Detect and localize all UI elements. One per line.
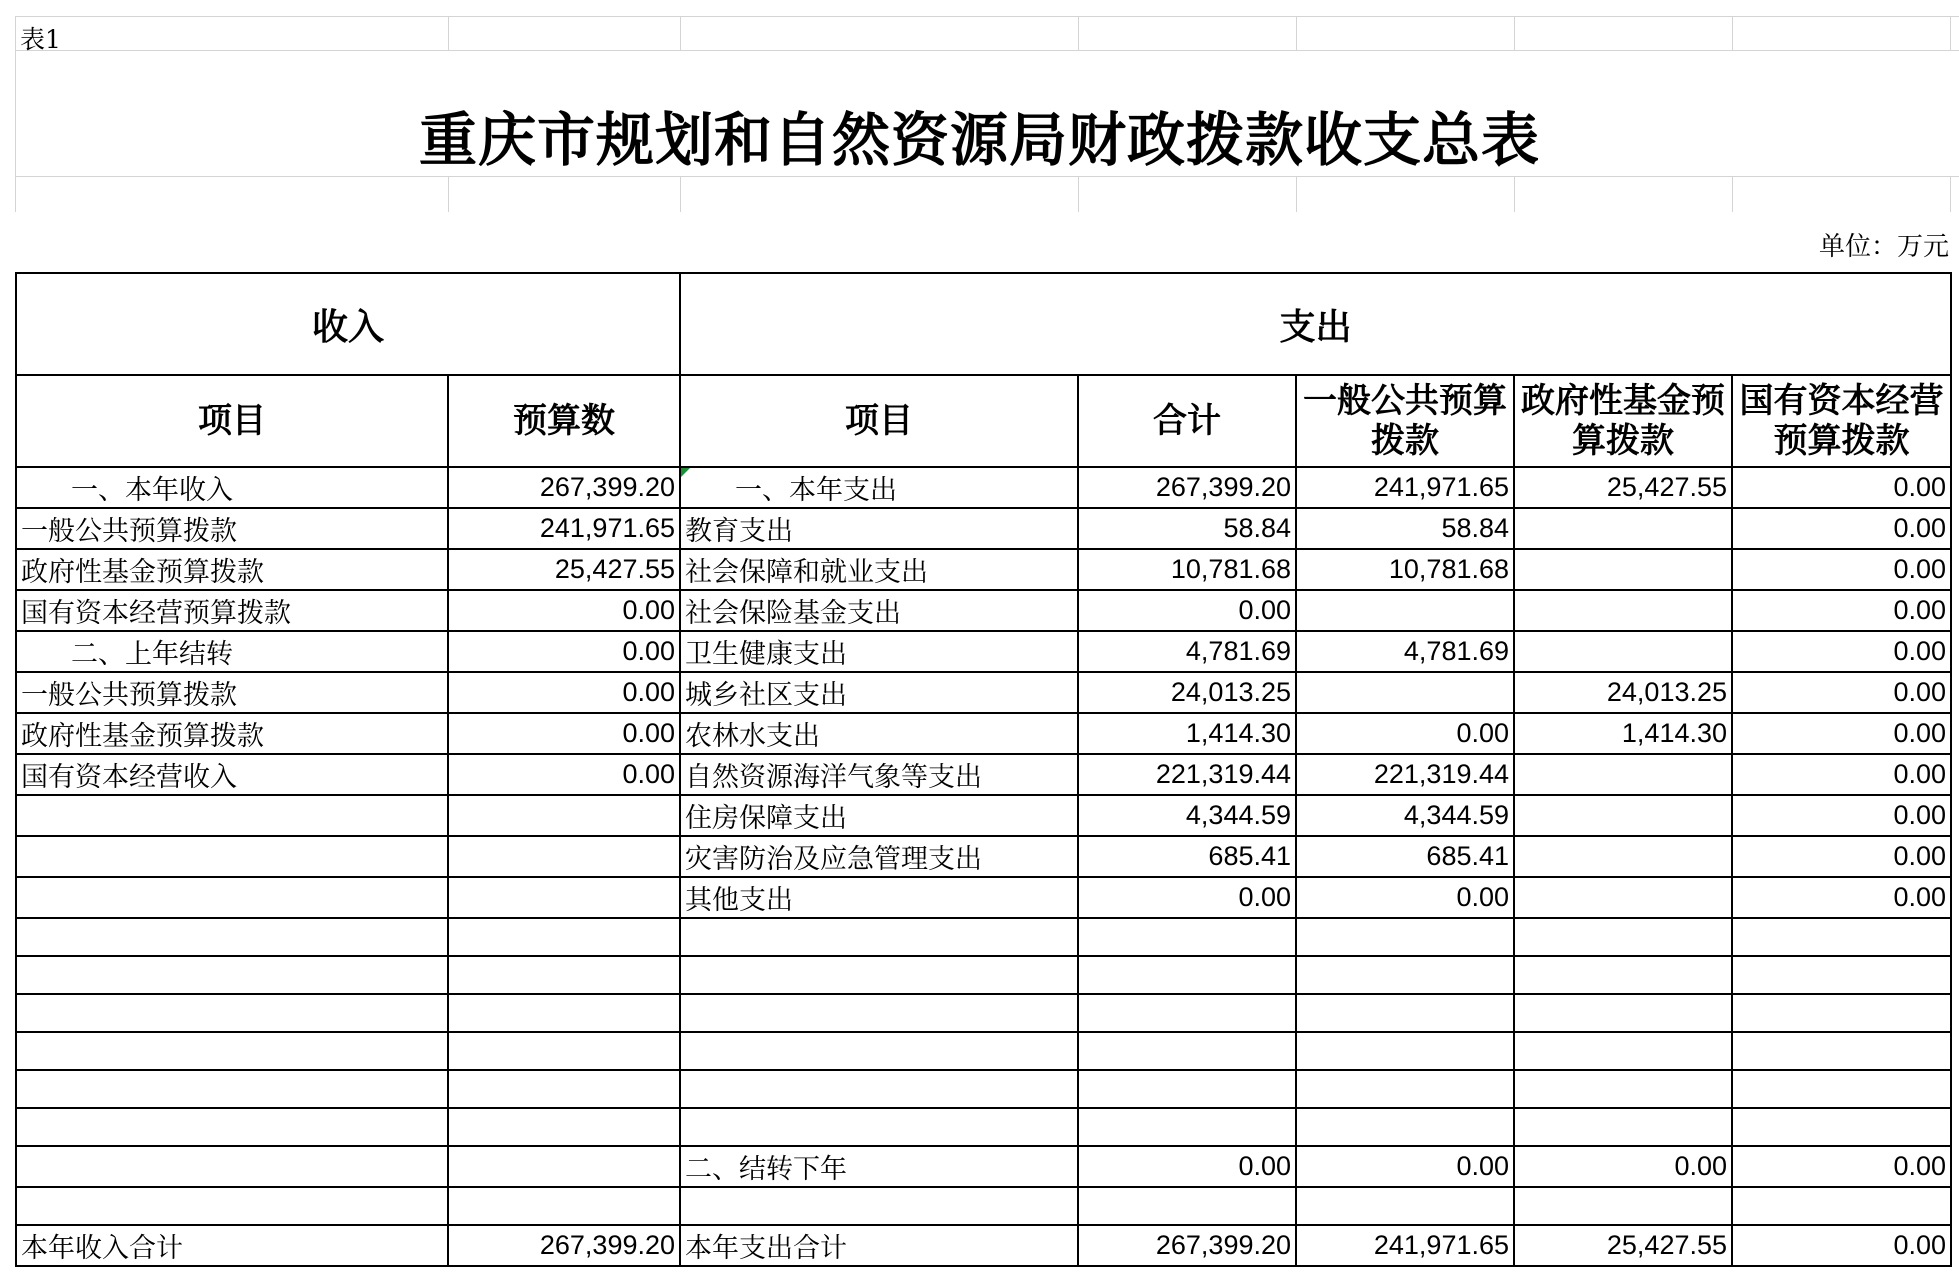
state-capital-cell: 0.00 — [1732, 631, 1951, 672]
state-capital-cell: 0.00 — [1732, 877, 1951, 918]
fund-budget-cell: 25,427.55 — [1514, 467, 1732, 508]
total-cell — [1078, 956, 1296, 994]
income-item-cell — [16, 1146, 448, 1187]
expenditure-item-cell — [680, 1108, 1078, 1146]
table-row — [16, 994, 1951, 1032]
table-row — [16, 1225, 1951, 1266]
general-budget-cell: 10,781.68 — [1296, 549, 1514, 590]
income-item-cell: 国有资本经营预算拨款 — [16, 590, 448, 631]
expenditure-item-cell: 农林水支出 — [680, 713, 1078, 754]
expenditure-item-cell: 其他支出 — [680, 877, 1078, 918]
expenditure-item-cell: 灾害防治及应急管理支出 — [680, 836, 1078, 877]
table-row — [16, 1032, 1951, 1070]
fund-budget-cell — [1514, 508, 1732, 549]
expenditure-item-cell — [680, 1187, 1078, 1225]
income-value-cell — [448, 994, 680, 1032]
income-item-cell: 政府性基金预算拨款 — [16, 713, 448, 754]
income-item-cell: 一、本年收入 — [16, 467, 448, 508]
table-row — [16, 836, 1951, 877]
state-capital-cell — [1732, 1070, 1951, 1108]
header-state-capital: 国有资本经营预算拨款 — [1732, 375, 1951, 467]
general-budget-cell — [1296, 1070, 1514, 1108]
state-capital-cell — [1732, 1108, 1951, 1146]
income-item-cell: 一般公共预算拨款 — [16, 672, 448, 713]
income-item-cell: 本年收入合计 — [16, 1225, 448, 1266]
expenditure-item-cell: 住房保障支出 — [680, 795, 1078, 836]
header-general-budget: 一般公共预算拨款 — [1296, 375, 1514, 467]
general-budget-cell: 241,971.65 — [1296, 1225, 1514, 1266]
income-item-cell: 国有资本经营收入 — [16, 754, 448, 795]
gridline — [1950, 16, 1951, 50]
table-row — [16, 956, 1951, 994]
state-capital-cell: 0.00 — [1732, 590, 1951, 631]
section-expenditure: 支出 — [680, 273, 1951, 375]
fund-budget-cell — [1514, 549, 1732, 590]
state-capital-cell: 0.00 — [1732, 795, 1951, 836]
general-budget-cell — [1296, 956, 1514, 994]
general-budget-cell — [1296, 590, 1514, 631]
expenditure-item-cell: 社会保险基金支出 — [680, 590, 1078, 631]
general-budget-cell: 221,319.44 — [1296, 754, 1514, 795]
income-item-cell — [16, 836, 448, 877]
table-row — [16, 590, 1951, 631]
state-capital-cell: 0.00 — [1732, 1146, 1951, 1187]
income-item-cell — [16, 918, 448, 956]
income-item-cell — [16, 1070, 448, 1108]
total-cell: 58.84 — [1078, 508, 1296, 549]
income-value-cell: 0.00 — [448, 713, 680, 754]
income-value-cell: 267,399.20 — [448, 1225, 680, 1266]
total-cell: 0.00 — [1078, 877, 1296, 918]
income-value-cell — [448, 877, 680, 918]
total-cell — [1078, 1187, 1296, 1225]
expenditure-item-cell — [680, 956, 1078, 994]
fund-budget-cell — [1514, 918, 1732, 956]
income-value-cell: 0.00 — [448, 754, 680, 795]
fund-budget-cell — [1514, 795, 1732, 836]
general-budget-cell: 0.00 — [1296, 877, 1514, 918]
income-value-cell — [448, 1146, 680, 1187]
gridline — [680, 16, 681, 50]
total-cell: 24,013.25 — [1078, 672, 1296, 713]
expenditure-item-cell — [680, 918, 1078, 956]
fund-budget-cell: 1,414.30 — [1514, 713, 1732, 754]
total-cell — [1078, 918, 1296, 956]
fund-budget-cell — [1514, 956, 1732, 994]
column-header-row — [16, 375, 1951, 467]
fund-budget-cell — [1514, 590, 1732, 631]
state-capital-cell — [1732, 956, 1951, 994]
income-value-cell: 0.00 — [448, 590, 680, 631]
gridline — [1296, 16, 1297, 50]
header-total: 合计 — [1078, 375, 1296, 467]
header-item-expenditure: 项目 — [680, 375, 1078, 467]
income-value-cell — [448, 1032, 680, 1070]
table-row — [16, 795, 1951, 836]
table-row — [16, 1108, 1951, 1146]
fund-budget-cell — [1514, 1108, 1732, 1146]
income-item-cell — [16, 956, 448, 994]
expenditure-item-cell: 城乡社区支出 — [680, 672, 1078, 713]
fund-budget-cell — [1514, 754, 1732, 795]
table-label: 表1 — [20, 25, 61, 54]
gridline — [1732, 16, 1733, 50]
income-value-cell: 241,971.65 — [448, 508, 680, 549]
page-title: 重庆市规划和自然资源局财政拨款收支总表 — [418, 106, 1540, 174]
income-value-cell — [448, 1108, 680, 1146]
table-row — [16, 631, 1951, 672]
state-capital-cell — [1732, 1032, 1951, 1070]
gridline — [1296, 176, 1297, 212]
gridline — [1514, 176, 1515, 212]
table-row — [16, 1070, 1951, 1108]
income-value-cell — [448, 956, 680, 994]
total-cell: 221,319.44 — [1078, 754, 1296, 795]
gridline — [448, 16, 449, 50]
income-item-cell — [16, 795, 448, 836]
general-budget-cell: 4,344.59 — [1296, 795, 1514, 836]
general-budget-cell — [1296, 1108, 1514, 1146]
fund-budget-cell — [1514, 631, 1732, 672]
unit-label: 单位：万元 — [1818, 232, 1949, 262]
general-budget-cell — [1296, 672, 1514, 713]
state-capital-cell: 0.00 — [1732, 508, 1951, 549]
total-cell — [1078, 1070, 1296, 1108]
income-item-cell: 一般公共预算拨款 — [16, 508, 448, 549]
income-value-cell: 0.00 — [448, 672, 680, 713]
general-budget-cell — [1296, 1032, 1514, 1070]
total-cell: 0.00 — [1078, 1146, 1296, 1187]
income-value-cell — [448, 795, 680, 836]
state-capital-cell: 0.00 — [1732, 1225, 1951, 1266]
total-cell: 267,399.20 — [1078, 467, 1296, 508]
income-value-cell: 25,427.55 — [448, 549, 680, 590]
income-value-cell — [448, 1070, 680, 1108]
state-capital-cell: 0.00 — [1732, 713, 1951, 754]
income-item-cell — [16, 1108, 448, 1146]
total-cell: 4,781.69 — [1078, 631, 1296, 672]
table-row — [16, 672, 1951, 713]
table-row — [16, 1187, 1951, 1225]
total-cell: 267,399.20 — [1078, 1225, 1296, 1266]
state-capital-cell: 0.00 — [1732, 672, 1951, 713]
income-value-cell — [448, 836, 680, 877]
gridline — [15, 16, 1959, 17]
table-row — [16, 549, 1951, 590]
gridline — [680, 176, 681, 212]
general-budget-cell — [1296, 994, 1514, 1032]
table-row — [16, 508, 1951, 549]
table-row — [16, 754, 1951, 795]
state-capital-cell: 0.00 — [1732, 549, 1951, 590]
gridline — [15, 50, 1959, 51]
general-budget-cell — [1296, 1187, 1514, 1225]
general-budget-cell: 685.41 — [1296, 836, 1514, 877]
section-income: 收入 — [16, 273, 680, 375]
income-item-cell: 政府性基金预算拨款 — [16, 549, 448, 590]
gridline — [1078, 176, 1079, 212]
income-item-cell — [16, 1187, 448, 1225]
general-budget-cell: 4,781.69 — [1296, 631, 1514, 672]
fund-budget-cell — [1514, 1187, 1732, 1225]
total-cell: 4,344.59 — [1078, 795, 1296, 836]
income-item-cell — [16, 1032, 448, 1070]
gridline — [1950, 176, 1951, 212]
gridline — [448, 176, 449, 212]
table-row — [16, 1146, 1951, 1187]
state-capital-cell: 0.00 — [1732, 754, 1951, 795]
table-row — [16, 918, 1951, 956]
header-fund-budget: 政府性基金预算拨款 — [1514, 375, 1732, 467]
gridline — [1078, 16, 1079, 50]
state-capital-cell — [1732, 994, 1951, 1032]
expenditure-item-cell: 本年支出合计 — [680, 1225, 1078, 1266]
expenditure-item-cell — [680, 994, 1078, 1032]
fund-budget-cell: 24,013.25 — [1514, 672, 1732, 713]
fund-budget-cell — [1514, 1032, 1732, 1070]
expenditure-item-cell: 二、结转下年 — [680, 1146, 1078, 1187]
fund-budget-cell — [1514, 994, 1732, 1032]
total-cell: 10,781.68 — [1078, 549, 1296, 590]
fund-budget-cell: 25,427.55 — [1514, 1225, 1732, 1266]
expenditure-item-cell — [680, 1032, 1078, 1070]
total-cell: 1,414.30 — [1078, 713, 1296, 754]
expenditure-item-cell: 卫生健康支出 — [680, 631, 1078, 672]
income-value-cell: 267,399.20 — [448, 467, 680, 508]
general-budget-cell: 58.84 — [1296, 508, 1514, 549]
state-capital-cell: 0.00 — [1732, 836, 1951, 877]
income-value-cell: 0.00 — [448, 631, 680, 672]
total-cell — [1078, 1108, 1296, 1146]
expenditure-item-cell: 自然资源海洋气象等支出 — [680, 754, 1078, 795]
general-budget-cell: 0.00 — [1296, 713, 1514, 754]
general-budget-cell: 241,971.65 — [1296, 467, 1514, 508]
income-item-cell — [16, 877, 448, 918]
section-header-row — [16, 273, 1951, 375]
income-value-cell — [448, 1187, 680, 1225]
fund-budget-cell — [1514, 877, 1732, 918]
expenditure-item-cell: 教育支出 — [680, 508, 1078, 549]
fund-budget-cell — [1514, 836, 1732, 877]
general-budget-cell: 0.00 — [1296, 1146, 1514, 1187]
income-value-cell — [448, 918, 680, 956]
budget-table — [15, 272, 1952, 1267]
gridline — [1732, 176, 1733, 212]
fund-budget-cell — [1514, 1070, 1732, 1108]
general-budget-cell — [1296, 918, 1514, 956]
total-cell: 0.00 — [1078, 590, 1296, 631]
state-capital-cell: 0.00 — [1732, 467, 1951, 508]
total-cell: 685.41 — [1078, 836, 1296, 877]
expenditure-item-cell — [680, 1070, 1078, 1108]
state-capital-cell — [1732, 1187, 1951, 1225]
income-item-cell: 二、上年结转 — [16, 631, 448, 672]
gridline — [1514, 16, 1515, 50]
expenditure-item-cell: 一、本年支出 — [680, 467, 1078, 508]
table-row — [16, 713, 1951, 754]
header-budget: 预算数 — [448, 375, 680, 467]
total-cell — [1078, 1032, 1296, 1070]
expenditure-item-cell: 社会保障和就业支出 — [680, 549, 1078, 590]
total-cell — [1078, 994, 1296, 1032]
table-row — [16, 467, 1951, 508]
state-capital-cell — [1732, 918, 1951, 956]
fund-budget-cell: 0.00 — [1514, 1146, 1732, 1187]
header-item-income: 项目 — [16, 375, 448, 467]
income-item-cell — [16, 994, 448, 1032]
table-row — [16, 877, 1951, 918]
